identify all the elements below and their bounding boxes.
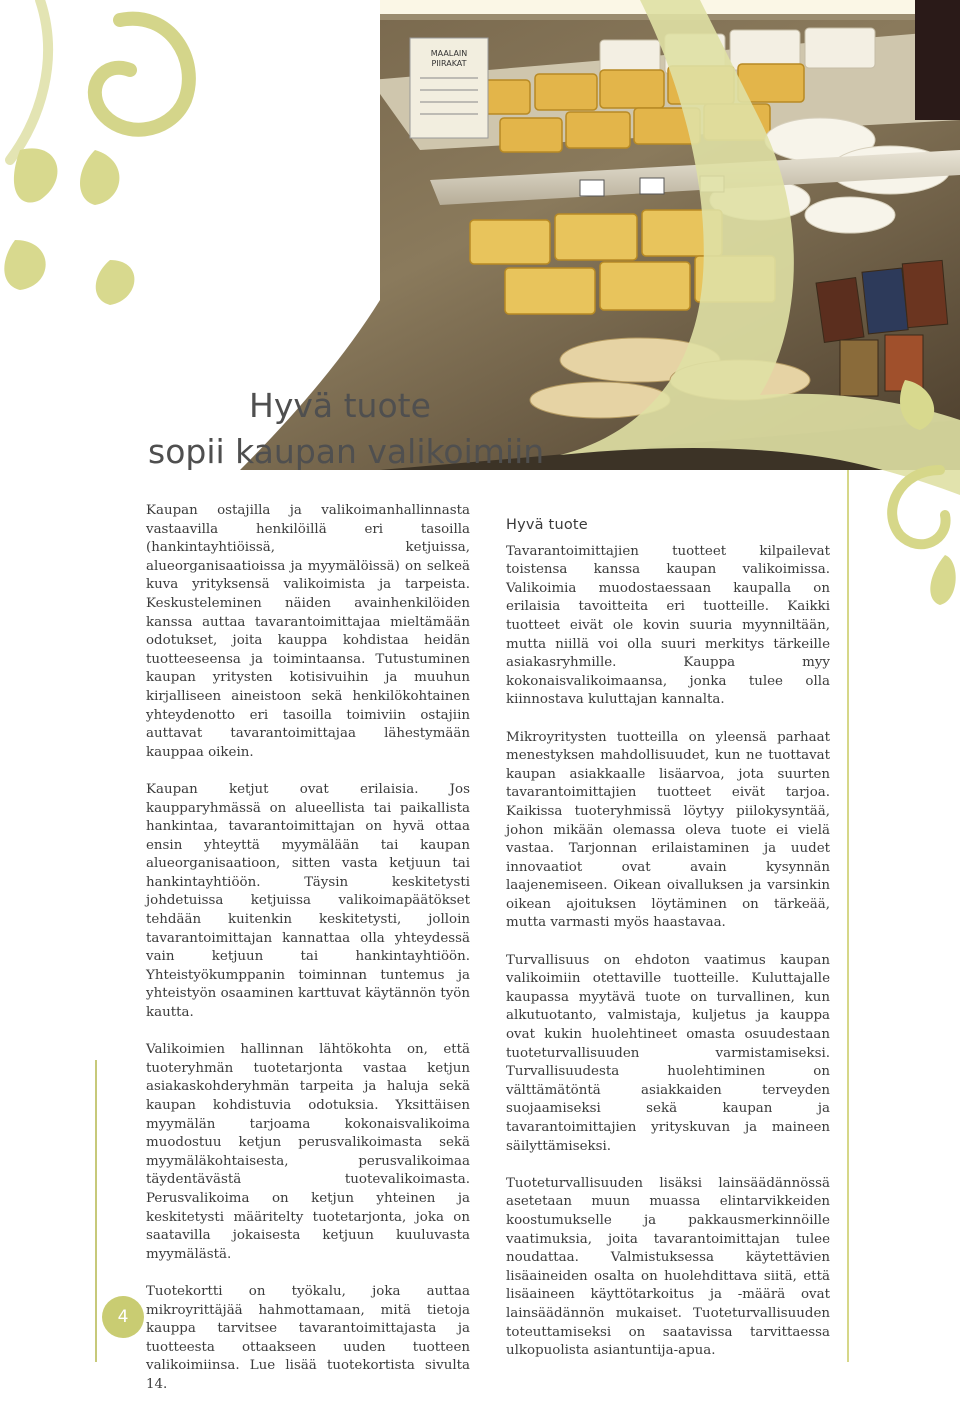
left-paragraph-2: Kaupan ketjut ovat erilaisia. Jos kaupparyhmässä on alueellista tai paikallista hankintaa, tavarantoimittajan on hyvä ottaa ensin yhteyttä myymälään tai kaupan alueorganisaatioon, sitten vasta ketjuun tai hankintayhtiöön. Täysin keskitetysti johdetuissa ketjuissa valikoimapäätökset tehdään kuitenkin keskitetysti, jolloin tavarantoimittajan kannattaa olla yhteydessä vain ketjuun tai hankintayhtiöön. Yhteistyökumppanin toiminnan tuntemus ja yhteistyön osaaminen karttuvat käytännön työn kautta.	[146, 781, 470, 1021]
right-paragraph-4: Tuoteturvallisuuden lisäksi lainsäädännössä asetetaan muun muassa elintarvikkeiden koostumukselle ja pakkausmerkinnöille vaatimuksia, joita tavarantoimittajan tulee noudattaa. Valmistuksessa käytettävien lisäaineiden osalta on huolehdittava siitä, että lisäaineen käyttötarkoitus ja -määrä ovat lainsäädännön mukaiset. Tuoteturvallisuuden toteuttamiseksi on saatavissa tarvittaessa ulkopuolista asiantuntija-apua.	[506, 1175, 830, 1359]
left-paragraph-3: Valikoimien hallinnan lähtökohta on, että tuoteryhmän tuotetarjonta vastaa ketjun asiakaskohderyhmän tarpeita ja haluja sekä kaupan kohdistuvia odotuksia. Yksittäisen myymälän tarjoama kokonaisvalikoima muodostuu ketjun perusvalikoimasta sekä myymäläkohtaisesta, perusvalikoimaa täydentävästä tuotevalikoimasta. Perusvalikoima on ketjun yhteinen ja keskitetysti määritelty tuotetarjonta, joka on saatavilla jokaisesta ketjuun kuuluvasta myymälästä.	[146, 1042, 470, 1262]
decorative-stem-line	[95, 1060, 97, 1362]
page-number: 4	[102, 1296, 144, 1338]
title-line-2: sopii kaupan valikoimiin	[148, 432, 545, 471]
right-paragraph-2: Mikroyritysten tuotteilla on yleensä parhaat menestyksen mahdollisuudet, kun ne tuottavat kaupan asiakkaalle lisäarvoa, jota suurten tavarantoimittajien tuotteet eivät tarjoa. Kaikissa tuoteryhmissä löytyy piilokysyntää, johon mikään olemassa oleva tuote ei vielä vastaa. Tarjonnan erilaistaminen ja uudet innovaatiot ovat avain kysynnän laajenemiseen. Oikean oivalluksen ja varsinkin oikean ajoituksen löytäminen on tärkeää, mutta varmasti myös haastavaa.	[506, 729, 830, 931]
section-heading: Hyvä tuote	[506, 517, 588, 533]
title-line-1: Hyvä tuote	[249, 386, 431, 425]
page-title	[148, 383, 544, 475]
left-paragraph-4: Tuotekortti on työkalu, joka auttaa mikroyrittäjää hahmottamaan, mitä tietoja kauppa tarvitsee tavarantoimittajasta ja tuotteesta ottaakseen uuden tuotteen valikoimiinsa. Lue lisää tuotekortista sivulta 14.	[146, 1283, 470, 1392]
left-paragraph-1: Kaupan ostajilla ja valikoimanhallinnasta vastaavilla henkilöillä eri tasoilla (hankintayhtiöissä, ketjuissa, alueorganisaatioissa ja myymälöissä) on selkeä kuva yrityksensä valikoimista ja tarpeista. Keskusteleminen näiden avainhenkilöiden kanssa auttaa tavarantoimittajaa mieltämään odotukset, joita kauppa kohdistaa heidän tuotteeseensa ja toimintaansa. Tutustuminen kaupan yritysten kotisivuihin ja muuhun kirjalliseen aineistoon sekä henkilökohtainen yhteydenotto eri tasoilla toimiviin ostajiin auttavat tavarantoimittajaa lähestymään kauppaa oikein.	[146, 503, 470, 760]
sign-line-2: PIIRAKAT	[431, 59, 467, 68]
right-paragraph-1: Tavarantoimittajien tuotteet kilpailevat toistensa kanssa kaupan valikoimissa. Valikoimia muodostaessaan kaupalla on erilaisia tavoitteita eri tuotteille. Kaikki tuotteet eivät ole kovin suuria myynniltään, mutta niillä voi olla suuri merkitys tärkeille asiakasryhmille. Kauppa myy kokonaisvalikoimaansa, jonka tulee olla kiinnostava kuluttajan kannalta.	[506, 543, 830, 708]
right-column	[506, 516, 830, 1379]
left-column	[146, 502, 470, 1413]
right-paragraph-3: Turvallisuus on ehdoton vaatimus kaupan valikoimiin otettaville tuotteille. Kuluttajalle kaupassa myytävä tuote on turvallinen, kun alkutuotanto, valmistaja, kuljetus ja kauppa ovat kukin huolehtineet omasta osuudestaan tuoteturvallisuuden varmistamiseksi. Turvallisuudesta huolehtiminen on välttämätöntä asiakkaiden terveyden suojaamiseksi sekä kaupan ja tavarantoimittajien yrityskuvan ja maineen säilyttämiseksi.	[506, 952, 830, 1154]
sign-line-1: MAALAIN	[430, 49, 468, 58]
